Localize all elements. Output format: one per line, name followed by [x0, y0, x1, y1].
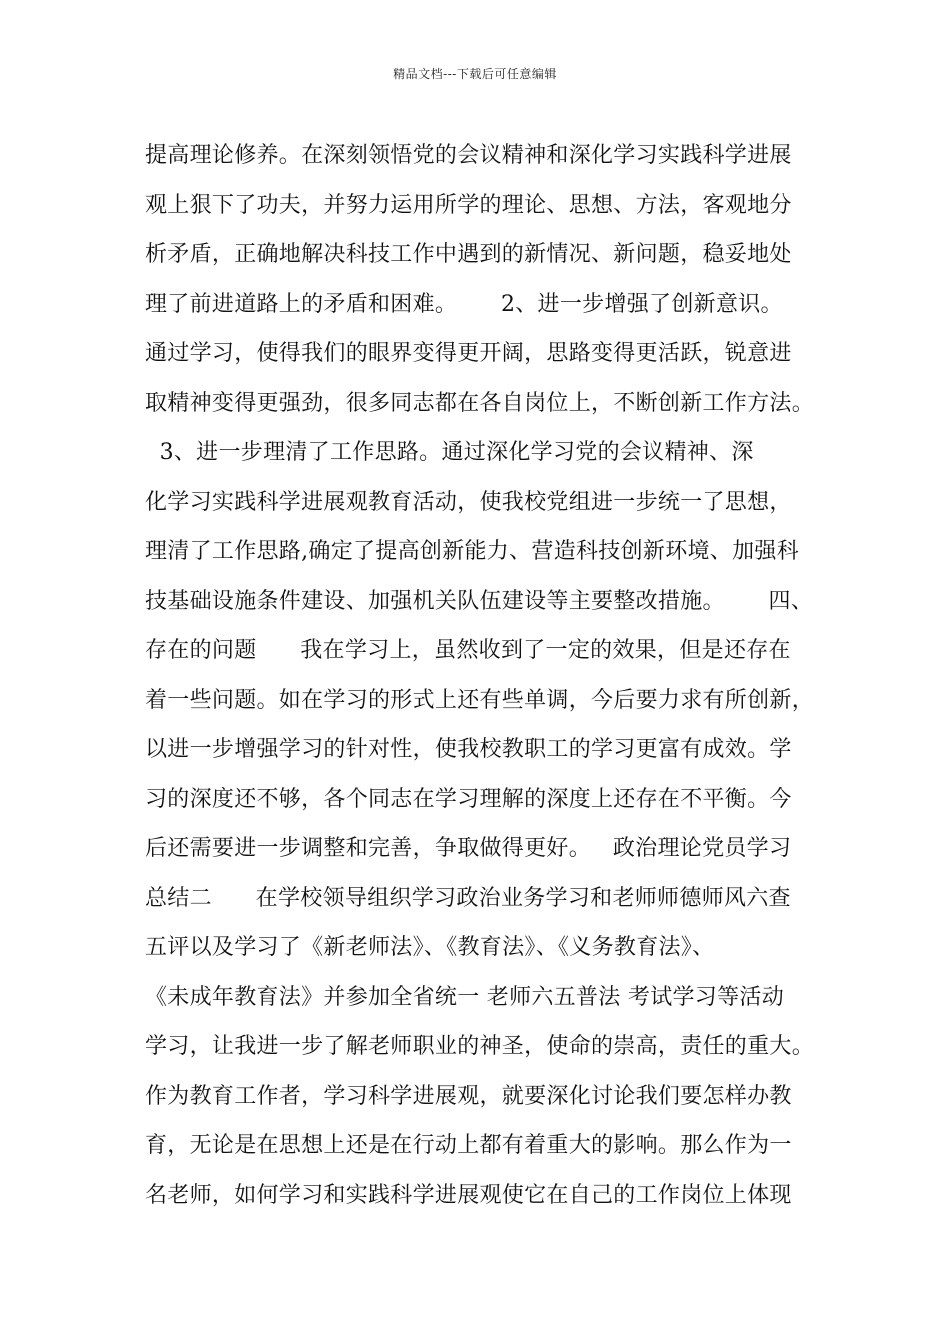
text-line: 理了前进道路上的矛盾和困难。 2、进一步增强了创新意识。	[145, 291, 783, 317]
text-line: 化学习实践科学进展观教育活动，使我校党组进一步统一了思想，	[145, 489, 792, 515]
text-line: 技基础设施条件建设、加强机关队伍建设等主要整改措施。 四、	[145, 588, 814, 614]
text-line: 理清了工作思路,确定了提高创新能力、营造科技创新环境、加强科	[145, 539, 799, 564]
text-line: 着一些问题。如在学习的形式上还有些单调，今后要力求有所创新，	[145, 687, 815, 713]
text-line: 存在的问题 我在学习上，虽然收到了一定的效果，但是还存在	[145, 638, 791, 663]
text-line: 观上狠下了功夫，并努力运用所学的理论、思想、方法，客观地分	[145, 192, 792, 218]
text-line: 通过学习，使得我们的眼界变得更开阔，思路变得更活跃，锐意进	[145, 341, 792, 366]
text-line: 后还需要进一步调整和完善，争取做得更好。 政治理论党员学习	[145, 836, 792, 861]
text-line: 3、进一步理清了工作思路。通过深化学习党的会议精神、深	[145, 440, 754, 465]
page-header: 精品文档---下载后可任意编辑	[393, 67, 557, 81]
text-line: 作为教育工作者，学习科学进展观，就要深化讨论我们要怎样办教	[145, 1083, 792, 1109]
text-line: 以进一步增强学习的针对性，使我校教职工的学习更富有成效。学	[145, 737, 792, 762]
text-line: 名老师，如何学习和实践科学进展观使它在自己的工作岗位上体现	[145, 1182, 792, 1208]
text-line: 《未成年教育法》并参加全省统一 老师六五普法 考试学习等活动	[145, 984, 784, 1010]
text-line: 提高理论修养。在深刻领悟党的会议精神和深化学习实践科学进展	[145, 143, 792, 168]
text-line: 总结二 在学校领导组织学习政治业务学习和老师师德师风六查	[145, 885, 791, 911]
text-line: 习的深度还不够，各个同志在学习理解的深度上还存在不平衡。今	[145, 786, 792, 812]
text-line: 取精神变得更强劲，很多同志都在各自岗位上，不断创新工作方法。	[145, 390, 815, 416]
text-line: 育，无论是在思想上还是在行动上都有着重大的影响。那么作为一	[145, 1133, 792, 1158]
text-line: 学习，让我进一步了解老师职业的神圣，使命的崇高，责任的重大。	[145, 1034, 815, 1059]
document-body	[145, 131, 835, 1220]
text-line: 五评以及学习了《新老师法》、《教育法》、《义务教育法》、	[145, 935, 715, 960]
text-line: 析矛盾，正确地解决科技工作中遇到的新情况、新问题，稳妥地处	[145, 242, 792, 267]
